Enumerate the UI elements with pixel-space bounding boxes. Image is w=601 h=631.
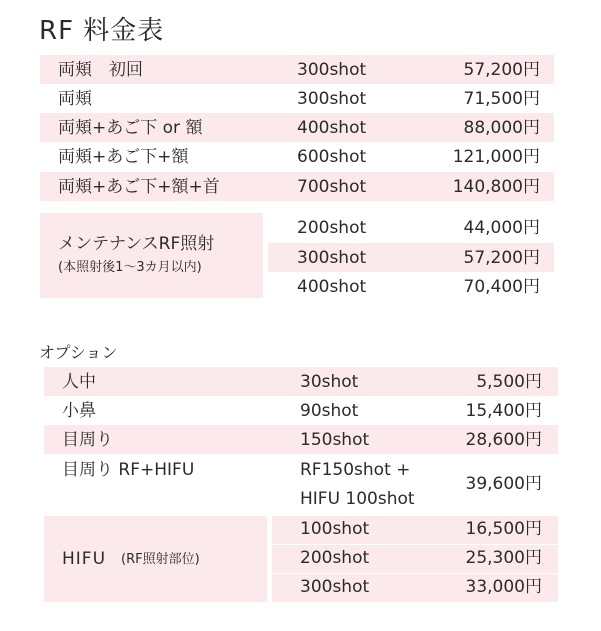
combo-shots-line2: HIFU 100shot bbox=[300, 489, 415, 509]
item-shots: 400shot bbox=[297, 118, 367, 138]
item-shots: 300shot bbox=[297, 89, 367, 109]
item-shots: 700shot bbox=[297, 177, 367, 197]
item-price: 71,500円 bbox=[463, 89, 540, 109]
maintenance-price: 44,000円 bbox=[463, 218, 540, 238]
item-name: 両頬 bbox=[58, 89, 92, 109]
option-name: 目周り bbox=[62, 430, 113, 450]
maintenance-price: 70,400円 bbox=[463, 277, 540, 297]
item-price: 57,200円 bbox=[463, 60, 540, 80]
item-price: 140,800円 bbox=[452, 177, 540, 197]
options-title: オプション bbox=[39, 343, 118, 362]
combo-name: 目周り RF+HIFU bbox=[62, 460, 195, 480]
item-name: 両頬+あご下+額+首 bbox=[58, 177, 220, 197]
item-price: 88,000円 bbox=[463, 118, 540, 138]
option-price: 15,400円 bbox=[465, 401, 542, 421]
page-title: RF 料金表 bbox=[39, 16, 165, 46]
item-name: 両頬+あご下 or 額 bbox=[58, 118, 203, 138]
option-shots: 90shot bbox=[300, 401, 359, 421]
option-price: 28,600円 bbox=[465, 430, 542, 450]
maintenance-price: 57,200円 bbox=[463, 248, 540, 268]
option-price: 5,500円 bbox=[476, 372, 542, 392]
hifu-price: 33,000円 bbox=[465, 577, 542, 597]
hifu-price: 25,300円 bbox=[465, 548, 542, 568]
item-name: 両頬+あご下+額 bbox=[58, 147, 189, 167]
hifu-shots: 300shot bbox=[300, 577, 370, 597]
item-shots: 600shot bbox=[297, 147, 367, 167]
option-shots: 150shot bbox=[300, 430, 370, 450]
option-name: 人中 bbox=[62, 372, 96, 392]
hifu-price: 16,500円 bbox=[465, 519, 542, 539]
maintenance-shots: 400shot bbox=[297, 277, 367, 297]
item-shots: 300shot bbox=[297, 60, 367, 80]
maintenance-label-band bbox=[40, 213, 263, 298]
item-price: 121,000円 bbox=[452, 147, 540, 167]
option-name: 小鼻 bbox=[62, 401, 96, 421]
maintenance-shots: 300shot bbox=[297, 248, 367, 268]
maintenance-sublabel: (本照射後1〜3カ月以内) bbox=[58, 260, 202, 275]
item-name: 両頬 初回 bbox=[58, 60, 143, 80]
hifu-shots: 100shot bbox=[300, 519, 370, 539]
hifu-sublabel: (RF照射部位) bbox=[121, 552, 200, 567]
option-shots: 30shot bbox=[300, 372, 359, 392]
combo-price: 39,600円 bbox=[465, 474, 542, 494]
maintenance-shots: 200shot bbox=[297, 218, 367, 238]
hifu-label: HIFU bbox=[62, 549, 107, 569]
combo-shots-line1: RF150shot + bbox=[300, 460, 411, 480]
maintenance-label: メンテナンスRF照射 bbox=[58, 234, 215, 254]
hifu-shots: 200shot bbox=[300, 548, 370, 568]
